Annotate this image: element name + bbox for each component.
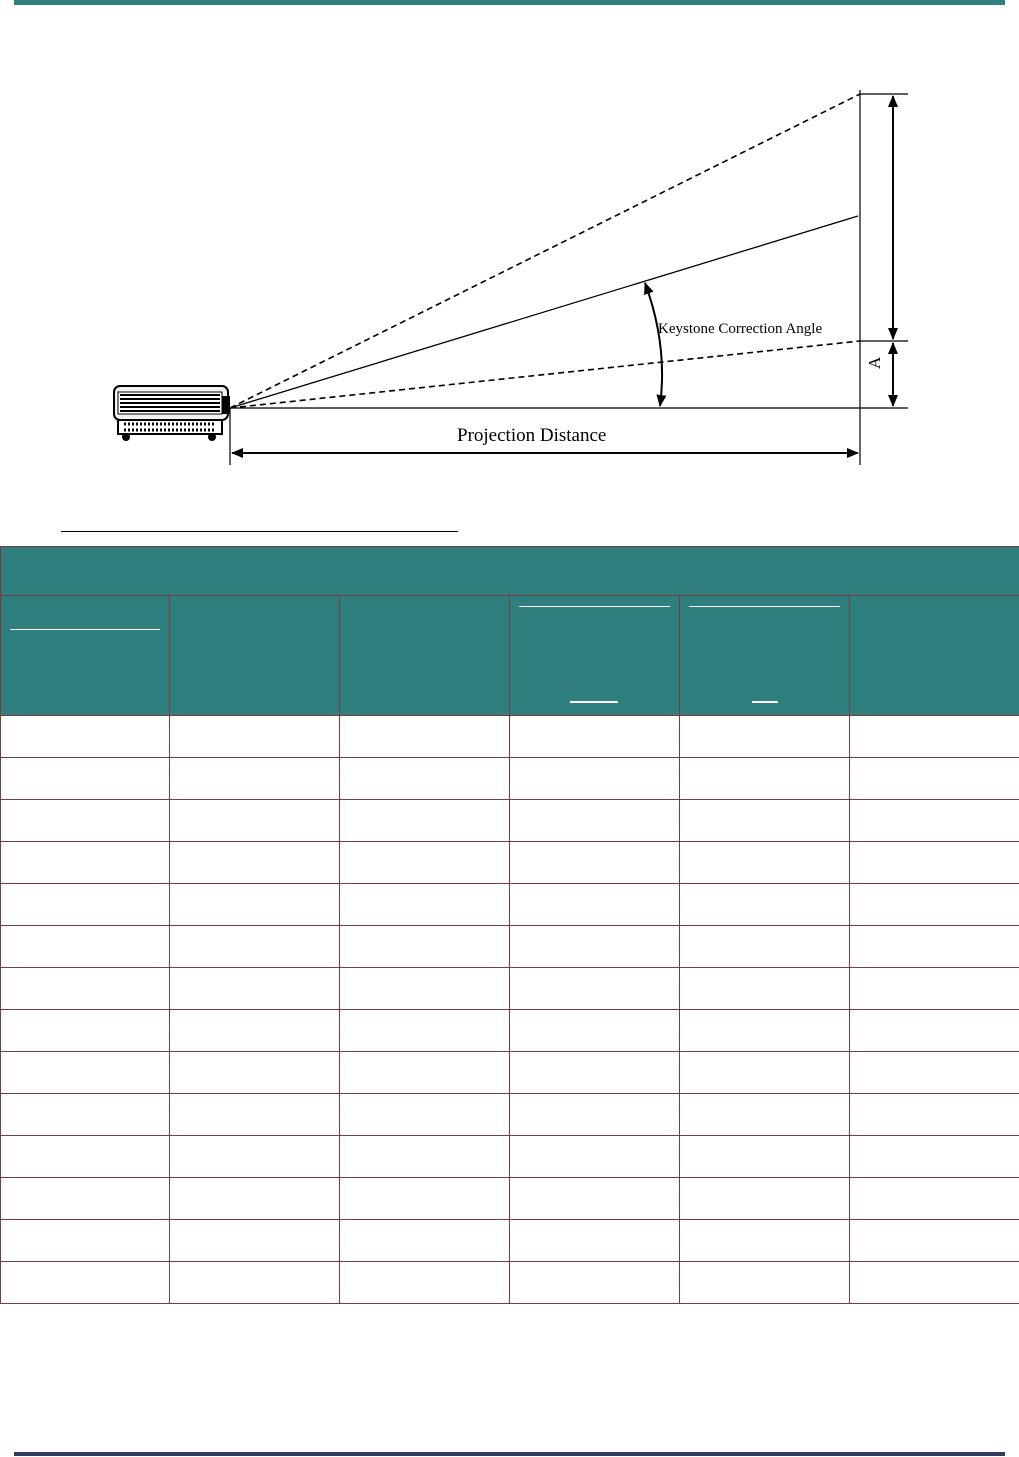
table-cell <box>340 1010 510 1052</box>
table-row <box>1 1052 1019 1094</box>
column-header-3 <box>340 596 510 716</box>
table-cell <box>340 1094 510 1136</box>
table-cell <box>850 716 1019 758</box>
table-cell <box>680 1220 850 1262</box>
table-cell <box>1 842 170 884</box>
table-cell <box>510 884 680 926</box>
column-header-1 <box>1 596 170 716</box>
table-cell <box>850 1262 1019 1304</box>
table-cell <box>1 1094 170 1136</box>
table-cell <box>510 926 680 968</box>
table-cell <box>170 1262 340 1304</box>
offset-a-label: A <box>865 356 884 369</box>
table-cell <box>1 1010 170 1052</box>
table-cell <box>850 884 1019 926</box>
column-header-4 <box>510 596 680 716</box>
table-cell <box>510 800 680 842</box>
table-cell <box>1 1262 170 1304</box>
table-row <box>1 842 1019 884</box>
table-cell <box>170 758 340 800</box>
table-cell <box>680 716 850 758</box>
table-cell <box>170 1136 340 1178</box>
table-cell <box>1 716 170 758</box>
table-cell <box>340 758 510 800</box>
table-cell <box>170 1052 340 1094</box>
table-row <box>1 716 1019 758</box>
table-cell <box>680 968 850 1010</box>
table-cell <box>170 842 340 884</box>
table-cell <box>680 926 850 968</box>
table-cell <box>850 1136 1019 1178</box>
table-cell <box>510 1178 680 1220</box>
table-row <box>1 1094 1019 1136</box>
table-body <box>1 716 1019 1304</box>
column-header-6 <box>850 596 1019 716</box>
table-cell <box>850 1094 1019 1136</box>
table-cell <box>510 968 680 1010</box>
table-cell <box>680 842 850 884</box>
table-cell <box>680 1052 850 1094</box>
table-cell <box>680 1094 850 1136</box>
table-cell <box>1 1178 170 1220</box>
table-cell <box>680 800 850 842</box>
table-cell <box>340 1136 510 1178</box>
table-cell <box>170 1220 340 1262</box>
table-cell <box>850 800 1019 842</box>
projection-table <box>0 546 1019 1304</box>
table-row <box>1 884 1019 926</box>
table-cell <box>1 926 170 968</box>
table-cell <box>170 716 340 758</box>
table-cell <box>170 1010 340 1052</box>
table-cell <box>340 1052 510 1094</box>
table-cell <box>510 1220 680 1262</box>
table-cell <box>850 842 1019 884</box>
table-cell <box>510 1052 680 1094</box>
table-cell <box>510 1094 680 1136</box>
table-row <box>1 1010 1019 1052</box>
table-cell <box>1 758 170 800</box>
table-cell <box>850 1052 1019 1094</box>
caption-underline <box>61 531 458 532</box>
bottom-rule <box>14 1452 1005 1456</box>
table-cell <box>510 1010 680 1052</box>
center-line <box>230 216 858 408</box>
table-row <box>1 1178 1019 1220</box>
table-cell <box>340 1262 510 1304</box>
table-cell <box>340 800 510 842</box>
table-cell <box>340 1178 510 1220</box>
table-row <box>1 926 1019 968</box>
table-cell <box>680 1136 850 1178</box>
table-cell <box>510 1136 680 1178</box>
table-cell <box>340 716 510 758</box>
table-cell <box>170 1094 340 1136</box>
table-cell <box>170 800 340 842</box>
table-cell <box>850 1178 1019 1220</box>
table-cell <box>850 758 1019 800</box>
table-cell <box>510 1262 680 1304</box>
table-cell <box>850 968 1019 1010</box>
table-cell <box>850 1010 1019 1052</box>
table-row <box>1 1262 1019 1304</box>
table-cell <box>850 926 1019 968</box>
table-cell <box>170 884 340 926</box>
table-cell <box>850 1220 1019 1262</box>
table-cell <box>170 968 340 1010</box>
table-row <box>1 968 1019 1010</box>
table-cell <box>340 842 510 884</box>
table-cell <box>510 716 680 758</box>
projection-distance-label: Projection Distance <box>457 425 607 446</box>
upper-dashed-line <box>230 94 860 408</box>
table-title-bar <box>1 547 1019 596</box>
table-cell <box>340 1220 510 1262</box>
table-row <box>1 1220 1019 1262</box>
column-header-5 <box>680 596 850 716</box>
keystone-label: Keystone Correction Angle <box>658 321 823 337</box>
table-cell <box>510 758 680 800</box>
table-row <box>1 758 1019 800</box>
keystone-diagram <box>0 0 1019 480</box>
lower-dashed-line <box>230 341 860 408</box>
table-cell <box>680 1178 850 1220</box>
table-cell <box>680 758 850 800</box>
table-cell <box>510 842 680 884</box>
column-header-2 <box>170 596 340 716</box>
table-cell <box>170 926 340 968</box>
table-row <box>1 800 1019 842</box>
table-cell <box>170 1178 340 1220</box>
table-cell <box>1 884 170 926</box>
projector-icon <box>114 386 230 441</box>
keystone-angle-arrow <box>645 283 662 406</box>
table-cell <box>680 1010 850 1052</box>
table-cell <box>1 800 170 842</box>
table-cell <box>1 968 170 1010</box>
table-cell <box>340 926 510 968</box>
table-cell <box>1 1136 170 1178</box>
table-cell <box>340 884 510 926</box>
table-cell <box>680 1262 850 1304</box>
table-cell <box>680 884 850 926</box>
table-row <box>1 1136 1019 1178</box>
table-cell <box>1 1220 170 1262</box>
table-cell <box>340 968 510 1010</box>
table-cell <box>1 1052 170 1094</box>
